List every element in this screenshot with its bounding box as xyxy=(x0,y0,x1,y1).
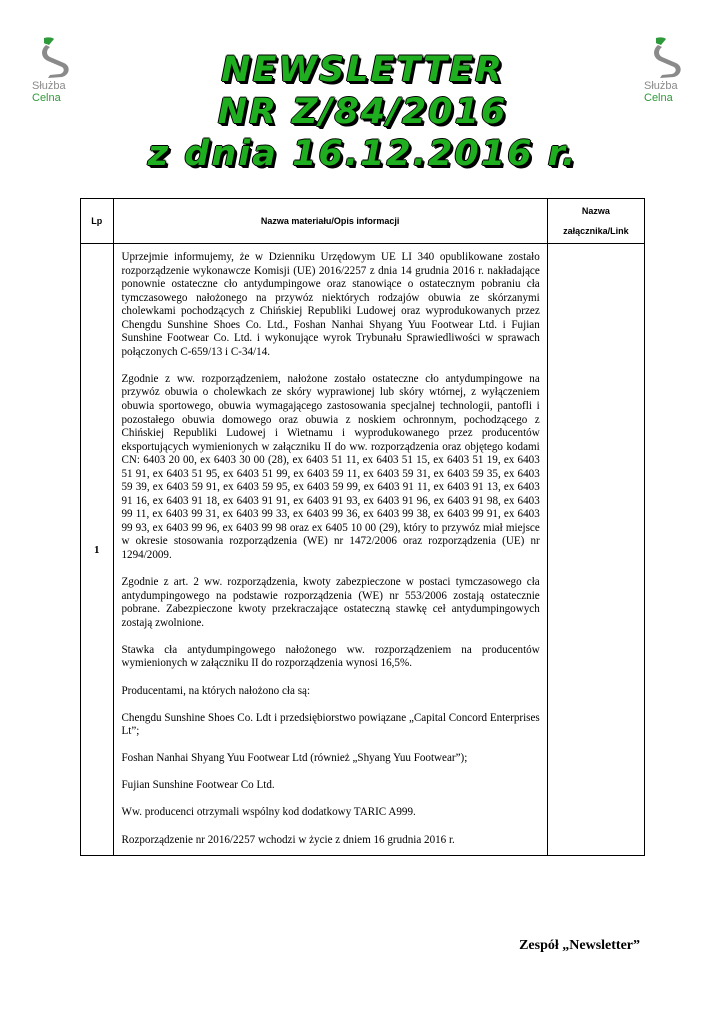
header-lp: Lp xyxy=(81,199,114,244)
row-attachment xyxy=(547,244,644,856)
table-header-row xyxy=(81,199,645,244)
logo-text-celna: Celna xyxy=(32,92,61,104)
paragraph-rate: Stawka cła antydumpingowego nałożonego ww. rozporządzeniem na producentów wymienionych w załączniku II do rozporządzenia wynosi 16,5%. xyxy=(121,643,540,670)
paragraph-producer-fujian: Fujian Sunshine Footwear Co Ltd. xyxy=(121,779,275,792)
paragraph-producer-chengdu: Chengdu Sunshine Shoes Co. Ldt i przedsiębiorstwo powiązane „Capital Concord Enterprises Lt”; xyxy=(121,711,540,738)
row-number: 1 xyxy=(81,244,114,856)
paragraph-producer-foshan: Foshan Nanhai Shyang Yuu Footwear Ltd (również „Shyang Yuu Footwear”); xyxy=(121,752,468,765)
logo-text-sluzba: Służba xyxy=(644,80,678,92)
title-number: NR Z/84/2016 xyxy=(217,92,508,132)
paragraph-producers-intro: Producentami, na których nałożono cła są: xyxy=(121,684,311,697)
table-row xyxy=(81,244,645,856)
header-description: Nazwa materiału/Opis informacji xyxy=(113,199,547,244)
paragraph-intro: Uprzejmie informujemy, że w Dzienniku Urzędowym UE LI 340 opublikowane zostało rozporządzenie wykonawcze Komisji (UE) 2016/2257 z dnia 14 grudnia 2016 r. nakładające ponownie ostateczne cło antydumpingowe oraz stanowiące o ostatecznym pobraniu cła tymczasowego nałożonego na przywóz niektórych rodzajów obuwia ze skórzanymi cholewkami pochodzących z Chińskiej Republiki Ludowej oraz wyprodukowanych przez Chengdu Sunshine Shoes Co. Ltd., Foshan Nanhai Shyang Yuu Footwear Ltd. i Fujian Sunshine Footwear Co. Ltd. i wykonujące wyrok Trybunału Sprawiedliwości w sprawach połączonych C-659/13 i C-34/14. xyxy=(121,251,540,358)
header-attachment xyxy=(547,199,644,244)
header-attachment-line2: załącznika/Link xyxy=(563,226,629,236)
title-newsletter: NEWSLETTER xyxy=(221,50,504,90)
footer-signature: Zespół „Newsletter” xyxy=(519,938,640,953)
paragraph-taric: Ww. producenci otrzymali wspólny kod dodatkowy TARIC A999. xyxy=(121,806,416,819)
row-description xyxy=(113,244,547,856)
title-date: z dnia 16.12.2016 r. xyxy=(147,134,578,174)
paragraph-scope: Zgodnie z ww. rozporządzeniem, nałożone zostało ostateczne cło antydumpingowe na przywóz obuwia o cholewkach ze skóry wyprawionej lub skóry wtórnej, z wyłączeniem obuwia sportowego, obuwia wymagającego zastosowania specjalnej technologii, pantofli i pozostałego obuwia domowego oraz obuwia z noskiem ochronnym, pochodzącego z Chińskiej Republiki Ludowej i Wietnamu i wyprodukowanego przez producentów eksportujących wymienionych w załączniku II do ww. rozporządzenia oraz objętego kodami CN: 6403 20 00, ex 6403 30 00 (28), ex 6403 51 11, ex 6403 51 15, ex 6403 51 19, ex 6403 51 91, ex 6403 51 95, ex 6403 51 99, ex 6403 59 11, ex 6403 59 31, ex 6403 59 35, ex 6403 59 39, ex 6403 59 91, ex 6403 59 95, ex 6403 59 99, ex 6403 91 11, ex 6403 91 13, ex 6403 91 16, ex 6403 91 18, ex 6403 91 91, ex 6403 91 93, ex 6403 91 96, ex 6403 91 98, ex 6403 99 11, ex 6403 99 31, ex 6403 99 33, ex 6403 99 36, ex 6403 99 38, ex 6403 99 91, ex 6403 99 93, ex 6403 99 96, ex 6403 99 98 oraz ex 6405 10 00 (29), który to przywóz miał miejsce w okresie stosowania rozporządzenia (WE) nr 1472/2006 oraz rozporządzenia (UE) nr 1294/2009. xyxy=(121,372,540,562)
logo-text-celna: Celna xyxy=(644,92,673,104)
paragraph-article-2: Zgodnie z art. 2 ww. rozporządzenia, kwoty zabezpieczone w postaci tymczasowego cła antydumpingowego na podstawie rozporządzenia (WE) nr 553/2006 zostają ostatecznie pobrane. Zabezpieczone kwoty przekraczające ostateczną stawkę ceł antydumpingowych zostają zwolnione. xyxy=(121,576,540,629)
header-attachment-line1: Nazwa xyxy=(581,206,610,216)
paragraph-entry-into-force: Rozporządzenie nr 2016/2257 wchodzi w życie z dniem 16 grudnia 2016 r. xyxy=(121,833,455,846)
logo-text-sluzba: Służba xyxy=(32,80,66,92)
newsletter-table xyxy=(80,198,645,856)
